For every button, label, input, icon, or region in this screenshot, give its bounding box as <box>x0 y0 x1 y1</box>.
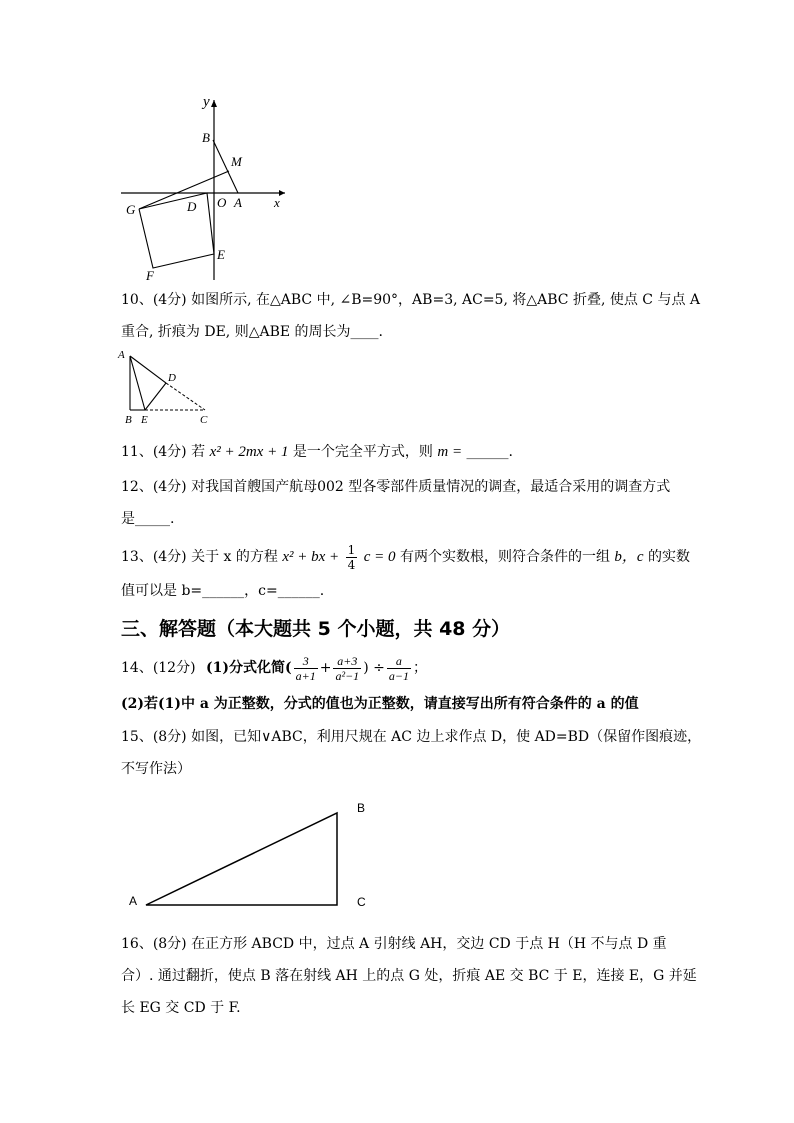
q13-expr-b: c = 0 <box>363 549 396 565</box>
q10-text1: 如图所示, 在△ABC 中, ∠B=90°，AB=3, AC=5, 将△ABC 折叠, 使点 C 与点 A <box>191 292 701 308</box>
q10-line2: 重合, 折痕为 DE, 则△ABE 的周长为____. <box>121 324 383 340</box>
q15-text1: 如图，已知∨ABC，利用尺规在 AC 边上求作点 D，使 AD=BD（保留作图痕迹， <box>191 729 702 745</box>
q12-number: 12、(4分) <box>121 479 187 495</box>
q13-line2: 值可以是 b=______，c=______. <box>121 583 325 599</box>
label-O: O <box>217 195 227 210</box>
q13-number: 13、(4分) <box>121 549 187 565</box>
q16-line2: 合）. 通过翻折，使点 B 落在射线 AH 上的点 G 处，折痕 AE 交 BC 于 E，连接 E，G 并延 <box>121 968 697 984</box>
q11-number: 11、(4分) <box>121 444 187 460</box>
q15-line2: 不写作法） <box>121 761 191 777</box>
q14-frac3: $\frac{a}{a-1}$ <box>388 653 409 683</box>
q13-mid: 有两个实数根，则符合条件的一组 <box>399 549 610 565</box>
q14-line1 <box>121 650 427 686</box>
q12-line2: 是_____. <box>121 511 175 527</box>
label-B: B <box>357 801 366 815</box>
q16-line3: 长 EG 交 CD 于 F. <box>121 1000 241 1016</box>
figure-triangle-fold <box>115 346 215 426</box>
q14-frac2: $\frac{a+3}{\text{a²−1}}$ <box>335 653 360 683</box>
q15-number: 15、(8分) <box>121 729 187 745</box>
label-C: C <box>200 414 208 426</box>
label-B: B <box>202 130 210 145</box>
q11-expr: x² + 2mx + 1 <box>209 444 289 460</box>
q11-line <box>121 442 513 462</box>
q14-part1: (1)分式化简( <box>206 660 292 676</box>
label-A: A <box>129 894 138 908</box>
q14-part2: (2)若(1)中 a 为正整数，分式的值也为正整数，请直接写出所有符合条件的 a 的值 <box>121 696 639 712</box>
q14-div: ) ÷ <box>363 660 385 676</box>
label-C: C <box>357 895 366 909</box>
q11-blank: ______. <box>466 444 513 460</box>
label-B: B <box>125 414 132 426</box>
label-E: E <box>141 414 148 426</box>
label-x: x <box>274 195 280 210</box>
q11-m: m = <box>437 444 463 460</box>
label-F: F <box>146 268 154 283</box>
q16-line1 <box>121 934 667 954</box>
q16-number: 16、(8分) <box>121 936 187 952</box>
label-D: D <box>168 372 176 384</box>
figure-coordinate-square <box>115 92 295 284</box>
q15-line1 <box>121 727 701 747</box>
label-A: A <box>234 195 242 210</box>
q14-frac1: $\frac{3}{a+1}$ <box>295 653 316 683</box>
q13-fraction: $\frac{1}{4}$ <box>347 542 356 572</box>
q13-expr-a: x² + bx + <box>282 549 340 565</box>
q13-post: 的实数 <box>648 549 691 565</box>
q10-number: 10、(4分) <box>121 292 187 308</box>
label-D: D <box>187 199 197 214</box>
q14-end: ； <box>412 660 427 676</box>
q11-mid: 是一个完全平方式，则 <box>292 444 433 460</box>
q13-bc: b，c <box>614 549 644 565</box>
q14-plus: + <box>319 660 332 676</box>
label-G: G <box>126 202 136 217</box>
label-A: A <box>118 349 125 361</box>
q14-number: 14、(12分) <box>121 660 196 676</box>
label-E: E <box>217 247 225 262</box>
q12-text1: 对我国首艘国产航母002 型各零部件质量情况的调查，最适合采用的调查方式 <box>191 479 671 495</box>
q16-text1: 在正方形 ABCD 中，过点 A 引射线 AH，交边 CD 于点 H（H 不与点 D 重 <box>191 936 667 952</box>
q13-line1 <box>121 542 690 572</box>
label-y: y <box>203 94 210 110</box>
q11-pre: 若 <box>191 444 206 460</box>
q13-pre: 关于 x 的方程 <box>191 549 278 565</box>
section-heading: 三、解答题（本大题共 5 个小题，共 48 分） <box>121 618 511 640</box>
q12-line1 <box>121 477 670 497</box>
label-M: M <box>231 154 242 169</box>
q10-line1 <box>121 290 700 310</box>
figure-right-triangle <box>125 795 375 915</box>
